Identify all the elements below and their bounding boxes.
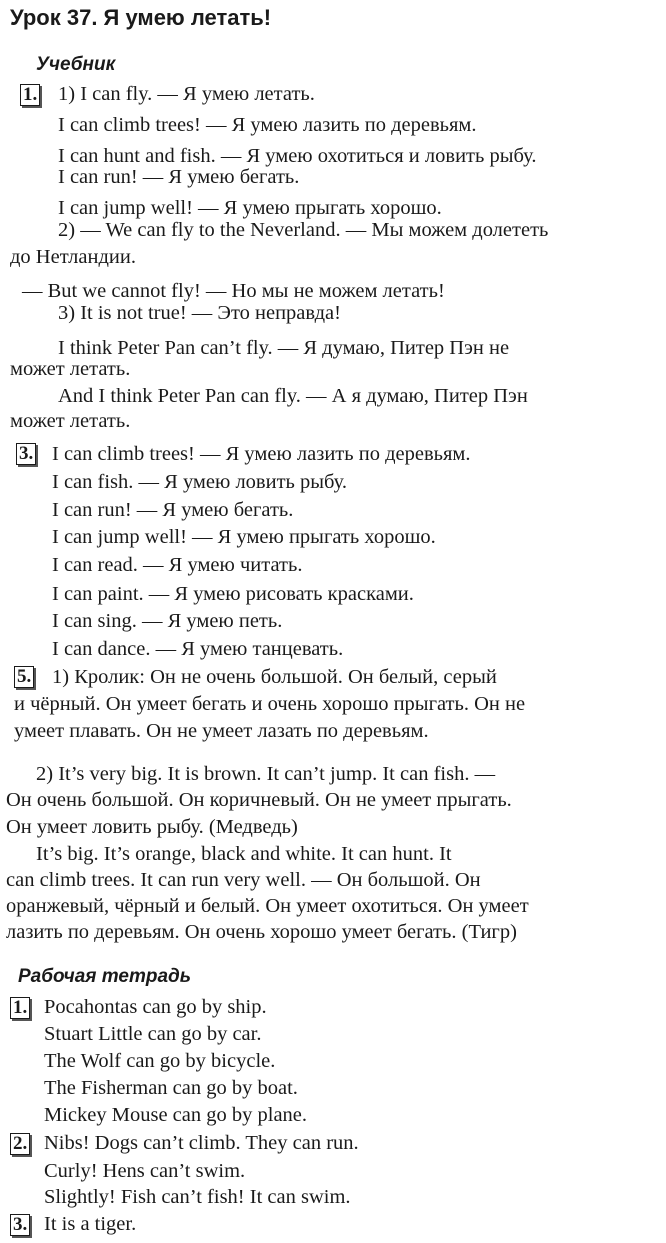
text-line: I can sing. — Я умею петь. [52, 610, 283, 632]
text-line: I can run! — Я умею бегать. [52, 499, 294, 521]
text-line: — But we cannot fly! — Но мы не можем летать! [22, 280, 445, 302]
text-line: The Fisherman can go by boat. [44, 1077, 298, 1099]
text-line: I can climb trees! — Я умею лазить по деревьям. [58, 114, 477, 136]
textbook-heading: Учебник [36, 54, 116, 75]
text-line: And I think Peter Pan can fly. — А я думаю, Питер Пэн [58, 385, 528, 407]
exercise-number: 5. [14, 666, 34, 688]
text-line: Stuart Little can go by car. [44, 1023, 262, 1045]
text-line: I can dance. — Я умею танцевать. [52, 638, 344, 660]
text-line: I can run! — Я умею бегать. [58, 166, 300, 188]
text-line: Он умеет ловить рыбу. (Медведь) [6, 816, 298, 838]
text-line: can climb trees. It can run very well. — Он большой. Он [6, 869, 481, 891]
exercise-number: 3. [10, 1214, 30, 1236]
text-line: I can paint. — Я умею рисовать красками. [52, 583, 414, 605]
text-line: 2) — We can fly to the Neverland. — Мы можем долететь [58, 219, 549, 241]
text-line: The Wolf can go by bicycle. [44, 1050, 276, 1072]
text-line: лазить по деревьям. Он очень хорошо умеет бегать. (Тигр) [6, 921, 517, 943]
text-line: может летать. [10, 358, 131, 380]
text-line: Nibs! Dogs can’t climb. They can run. [44, 1132, 359, 1154]
exercise-number: 3. [16, 443, 36, 465]
text-line: Mickey Mouse can go by plane. [44, 1104, 308, 1126]
text-line: I think Peter Pan can’t fly. — Я думаю, Питер Пэн не [58, 337, 510, 359]
text-line: I can jump well! — Я умею прыгать хорошо. [58, 197, 442, 219]
exercise-number: 2. [10, 1133, 30, 1155]
text-line: 1) Кролик: Он не очень большой. Он белый, серый [52, 666, 497, 688]
exercise-number: 1. [10, 997, 30, 1019]
text-line: до Нетландии. [10, 246, 136, 268]
text-line: оранжевый, чёрный и белый. Он умеет охотиться. Он умеет [6, 895, 529, 917]
text-line: I can hunt and fish. — Я умею охотиться и ловить рыбу. [58, 145, 537, 167]
text-line: I can climb trees! — Я умею лазить по деревьям. [52, 443, 471, 465]
text-line: I can fish. — Я умею ловить рыбу. [52, 471, 347, 493]
text-line: 1) I can fly. — Я умею летать. [58, 83, 315, 105]
text-line: It is a tiger. [44, 1213, 137, 1235]
text-line: Slightly! Fish can’t fish! It can swim. [44, 1186, 351, 1208]
text-line: 2) It’s very big. It is brown. It can’t jump. It can fish. — [36, 763, 496, 785]
text-line: I can jump well! — Я умею прыгать хорошо. [52, 526, 436, 548]
text-line: Он очень большой. Он коричневый. Он не умеет прыгать. [6, 789, 512, 811]
text-line: 3) It is not true! — Это неправда! [58, 302, 341, 324]
text-line: I can read. — Я умею читать. [52, 554, 303, 576]
exercise-number: 1. [20, 84, 40, 106]
text-line: It’s big. It’s orange, black and white. It can hunt. It [36, 843, 452, 865]
text-line: Pocahontas can go by ship. [44, 996, 267, 1018]
text-line: умеет плавать. Он не умеет лазать по деревьям. [14, 720, 429, 742]
page-title: Урок 37. Я умею летать! [10, 5, 272, 30]
workbook-heading: Рабочая тетрадь [18, 966, 192, 987]
text-line: может летать. [10, 410, 131, 432]
text-line: Curly! Hens can’t swim. [44, 1160, 246, 1182]
text-line: и чёрный. Он умеет бегать и очень хорошо прыгать. Он не [14, 693, 526, 715]
